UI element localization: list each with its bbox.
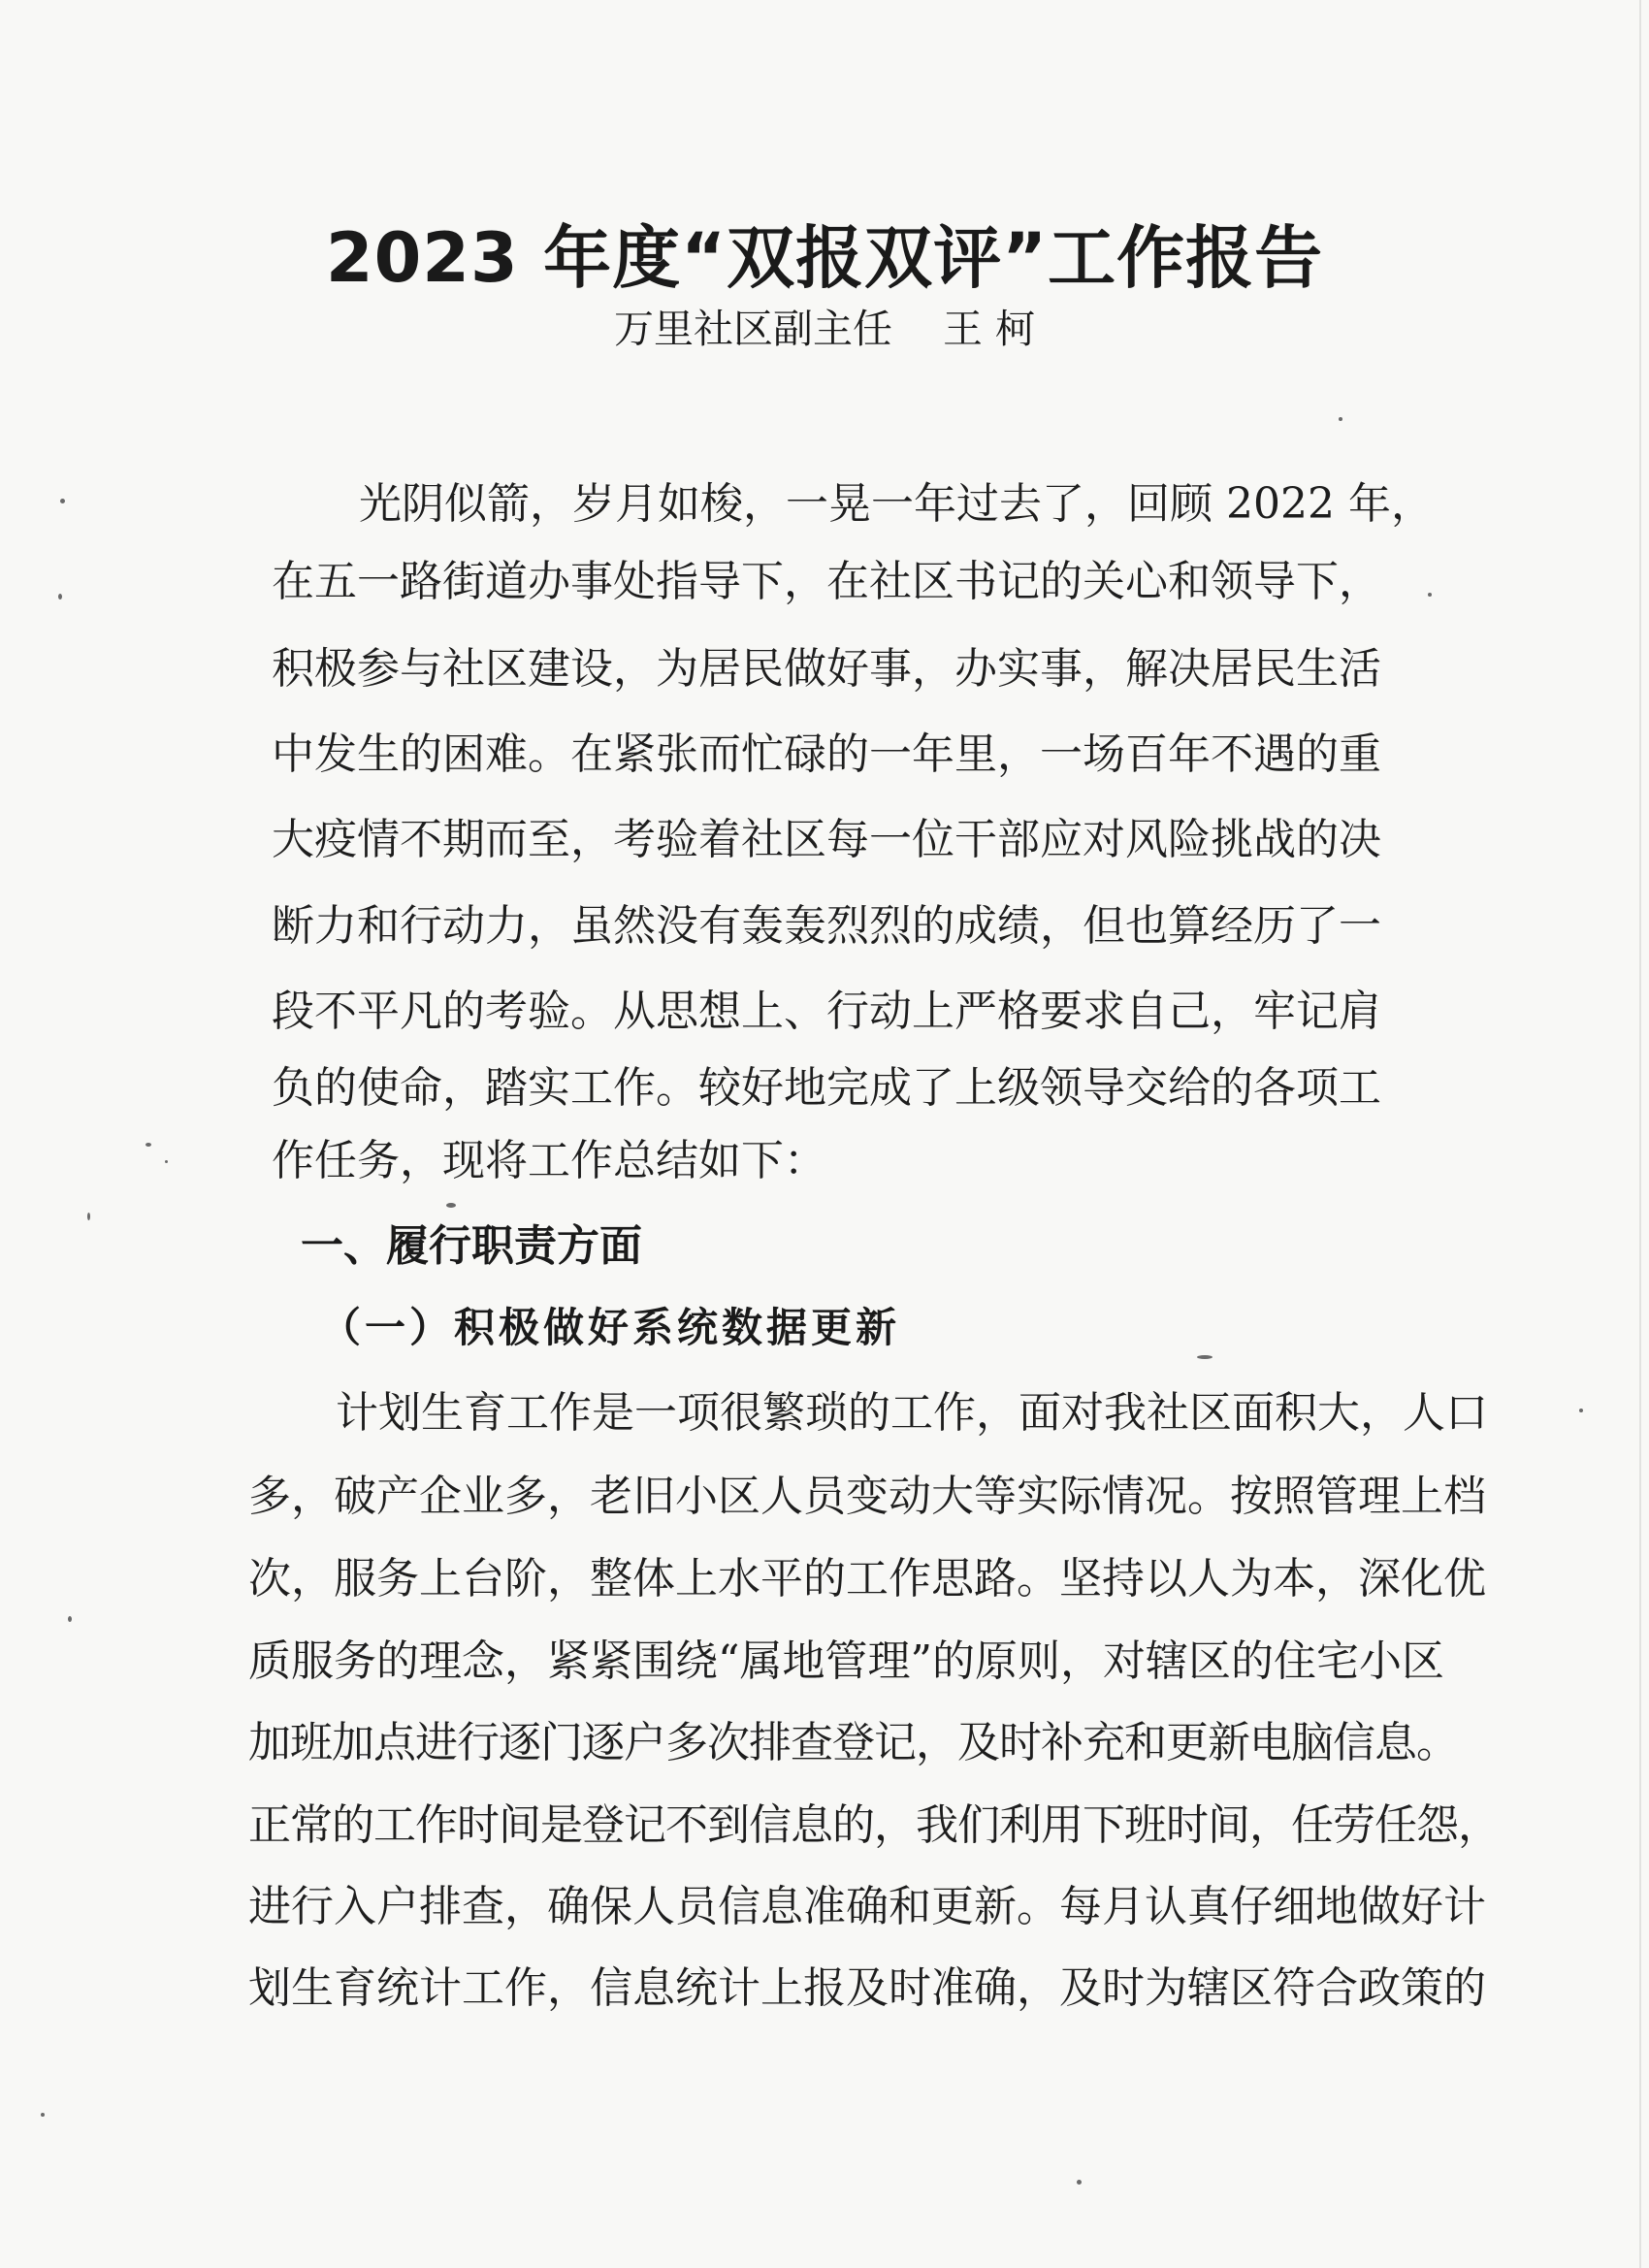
intro-line: 积极参与社区建设，为居民做好事，办实事，解决居民生活 bbox=[272, 644, 1381, 694]
intro-line: 在五一路街道办事处指导下，在社区书记的关心和领导下， bbox=[272, 557, 1381, 606]
intro-line: 光阴似箭，岁月如梭，一晃一年过去了，回顾 2022 年， bbox=[359, 479, 1434, 529]
author-name: 王 柯 bbox=[942, 306, 1036, 352]
scan-speck bbox=[41, 2113, 45, 2117]
section-heading: 一、履行职责方面 bbox=[301, 1221, 642, 1271]
intro-line: 负的使命，踏实工作。较好地完成了上级领导交给的各项工 bbox=[272, 1063, 1381, 1113]
intro-line: 作任务，现将工作总结如下： bbox=[272, 1136, 826, 1185]
document-title: 2023 年度“双报双评”工作报告 bbox=[325, 218, 1324, 298]
body-line: 正常的工作时间是登记不到信息的，我们利用下班时间，任劳任怨， bbox=[248, 1800, 1500, 1850]
body-line: 质服务的理念，紧紧围绕“属地管理”的原则，对辖区的住宅小区 bbox=[248, 1636, 1444, 1686]
scan-speck bbox=[165, 1160, 168, 1163]
intro-line: 大疫情不期而至，考验着社区每一位干部应对风险挑战的决 bbox=[272, 815, 1381, 864]
scan-speck bbox=[1339, 417, 1342, 421]
scan-speck bbox=[446, 1203, 456, 1208]
scan-speck bbox=[60, 499, 65, 503]
intro-line: 中发生的困难。在紧张而忙碌的一年里，一场百年不遇的重 bbox=[272, 729, 1381, 779]
scan-speck bbox=[1197, 1355, 1212, 1359]
body-line: 进行入户排查，确保人员信息准确和更新。每月认真仔细地做好计 bbox=[248, 1882, 1486, 1931]
body-line: 加班加点进行逐门逐户多次排查登记，及时补充和更新电脑信息。 bbox=[248, 1718, 1458, 1767]
author-role: 万里社区副主任 bbox=[613, 306, 892, 352]
body-line: 划生育统计工作，信息统计上报及时准确，及时为辖区符合政策的 bbox=[248, 1963, 1486, 2013]
intro-line: 段不平凡的考验。从思想上、行动上严格要求自己，牢记肩 bbox=[272, 987, 1381, 1036]
scan-speck bbox=[1579, 1409, 1583, 1412]
body-line: 次，服务上台阶，整体上水平的工作思路。坚持以人为本，深化优 bbox=[248, 1554, 1486, 1604]
scan-speck bbox=[68, 1616, 72, 1622]
subsection-heading: （一）积极做好系统数据更新 bbox=[320, 1304, 901, 1351]
scan-speck bbox=[1428, 593, 1432, 597]
scan-speck bbox=[146, 1143, 151, 1147]
body-line: 计划生育工作是一项很繁琐的工作，面对我社区面积大，人口 bbox=[336, 1388, 1488, 1438]
scan-speck bbox=[58, 594, 62, 599]
intro-line: 断力和行动力，虽然没有轰轰烈烈的成绩，但也算经历了一 bbox=[272, 901, 1381, 951]
body-line: 多，破产企业多，老旧小区人员变动大等实际情况。按照管理上档 bbox=[248, 1472, 1486, 1521]
scan-speck bbox=[1077, 2180, 1082, 2185]
scan-speck bbox=[87, 1213, 90, 1220]
author-line bbox=[0, 297, 1649, 354]
